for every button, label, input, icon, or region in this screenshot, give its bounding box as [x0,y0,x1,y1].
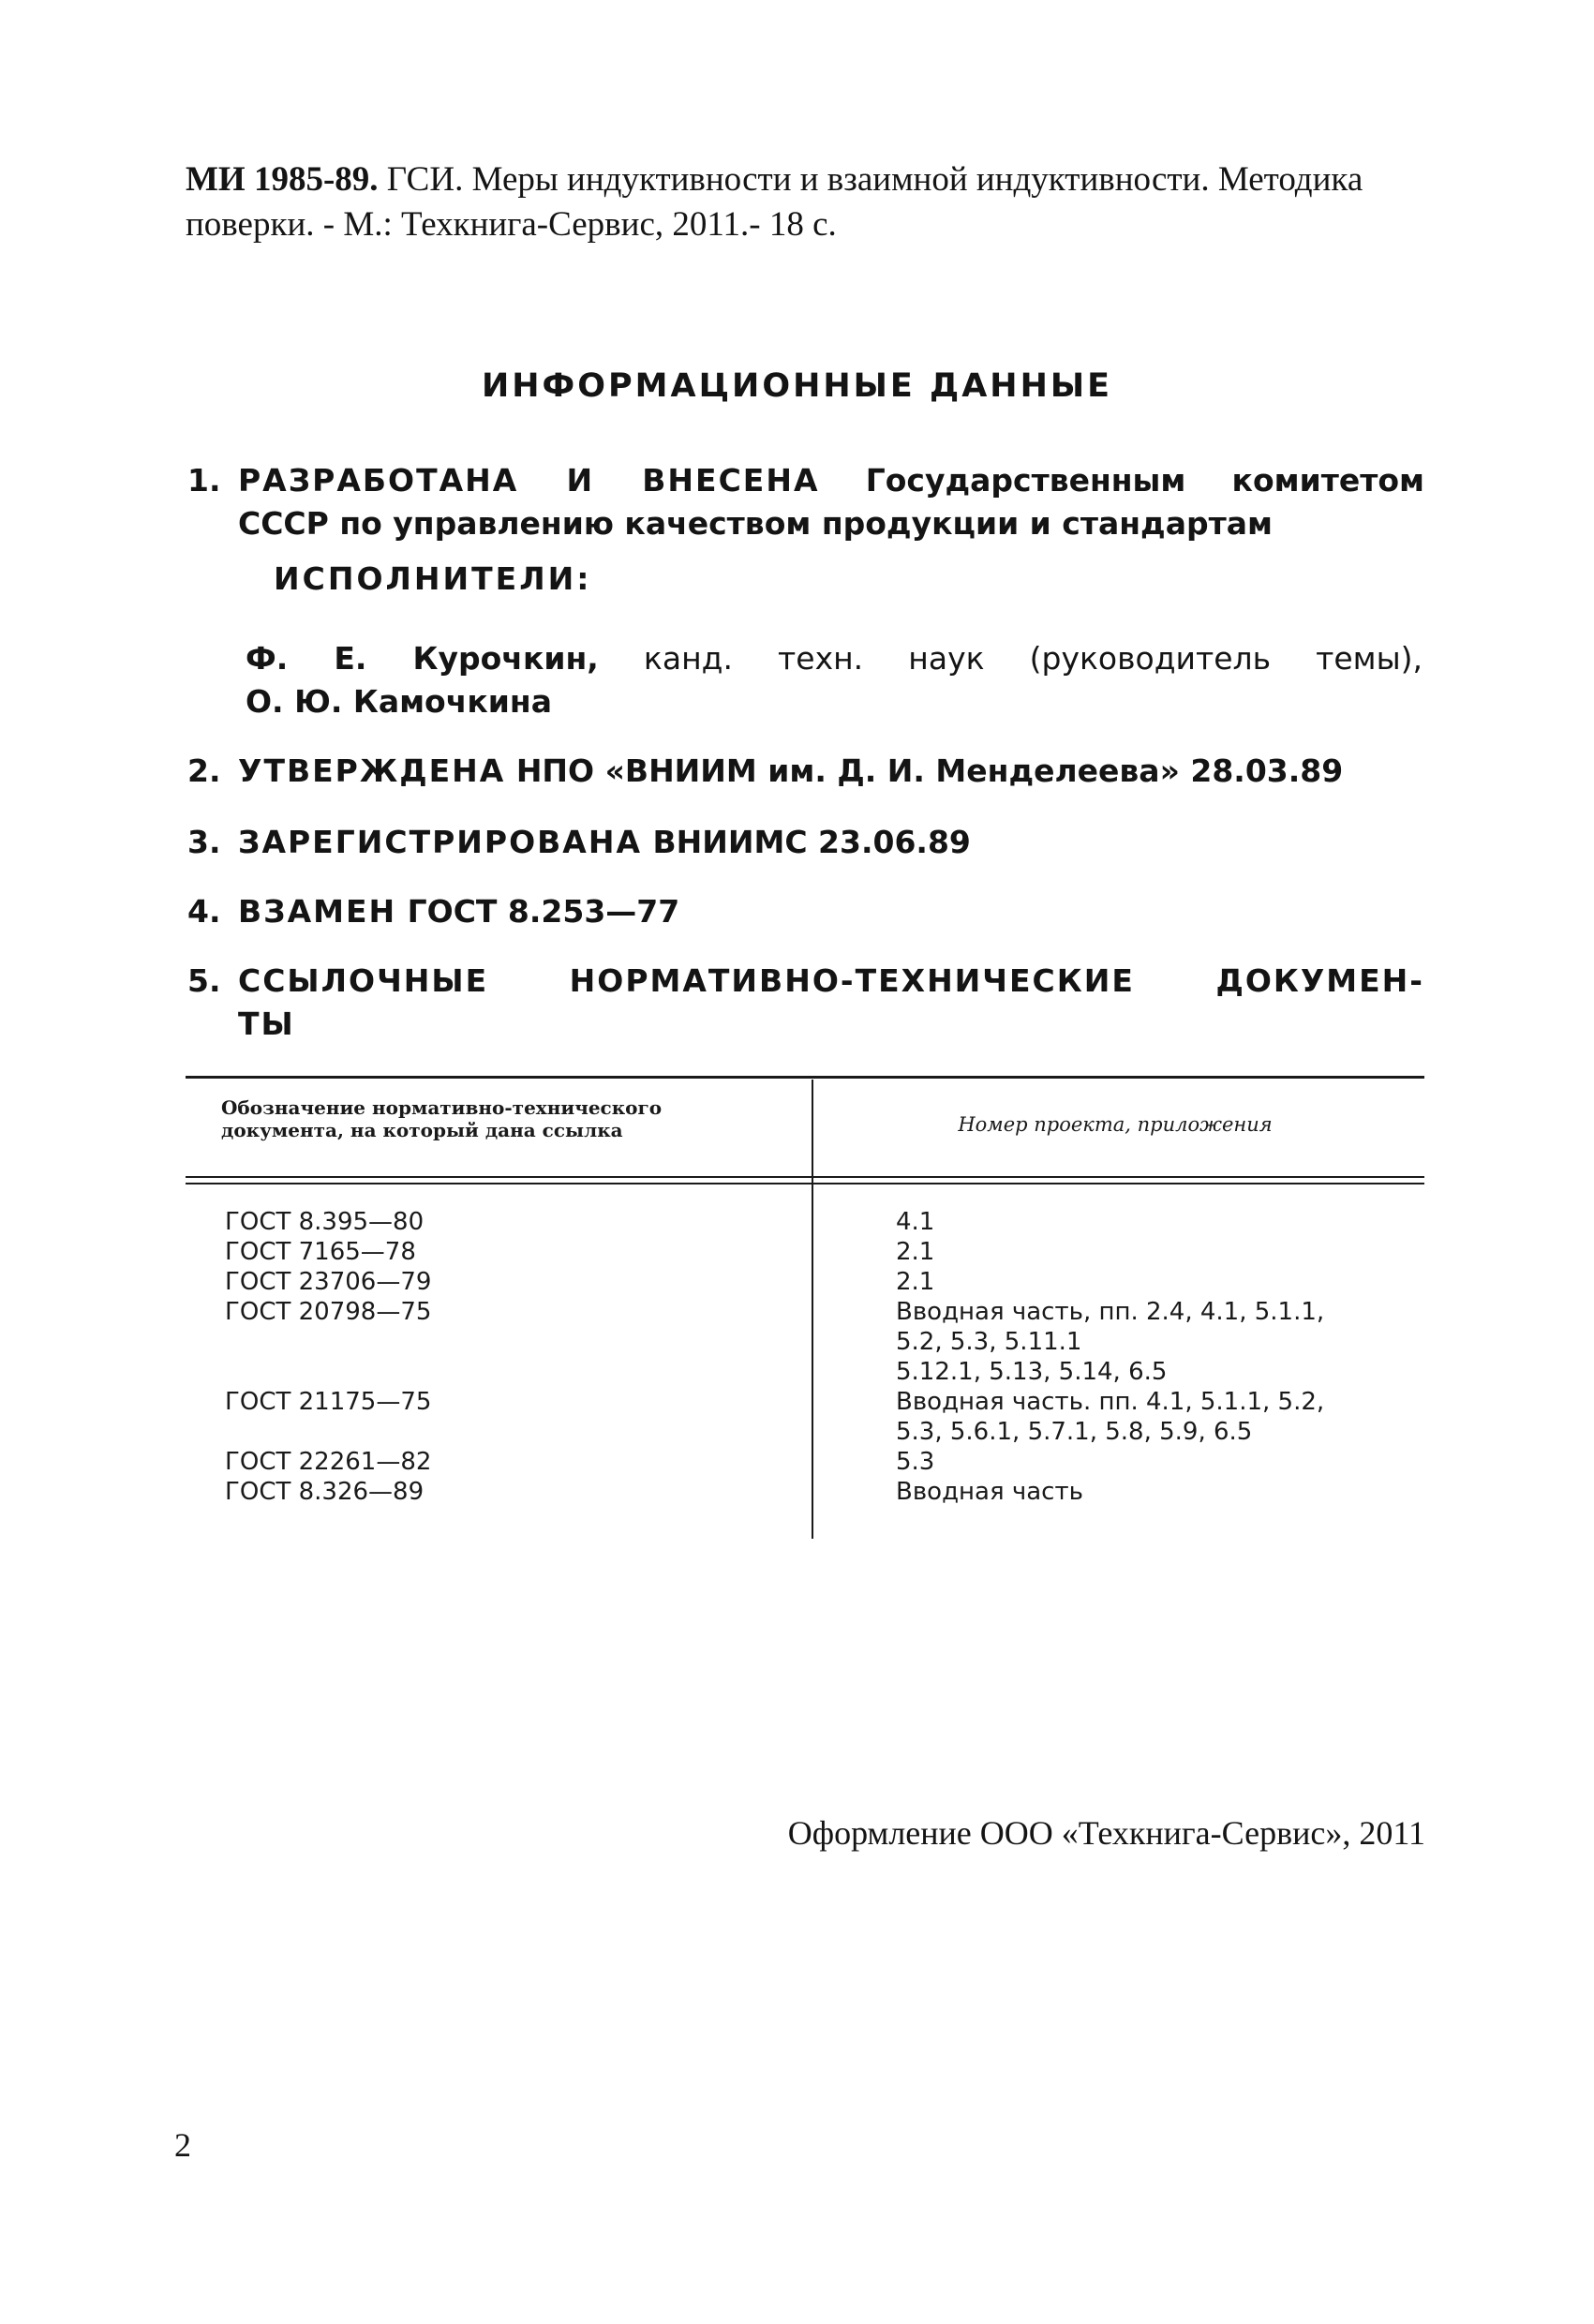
table-header-rule [186,1176,1424,1178]
item-number: 2. [187,752,221,789]
table-cell-document: ГОСТ 20798—75 [225,1298,432,1326]
author-role: канд. техн. наук (руководитель темы), [598,640,1423,677]
item-line: ССЫЛОЧНЫЕ НОРМАТИВНО-ТЕХНИЧЕСКИЕ ДОКУМЕН- [238,962,1424,999]
table-cell-reference: Вводная часть [896,1478,1083,1506]
table-cell-document [225,1327,787,1357]
item-caps: УТВЕРЖДЕНА [238,752,506,789]
item-text: НПО «ВНИИМ им. Д. И. Менделеева» 28.03.89 [505,752,1344,789]
item-number: 5. [187,962,221,999]
table-cell-document: ГОСТ 8.326—89 [225,1478,425,1506]
table-cell-document: ГОСТ 21175—75 [225,1388,432,1416]
author-name: О. Ю. Камочкина [246,683,552,720]
table-header-reference: Номер проекта, приложения [958,1113,1273,1136]
item-text: ГОСТ 8.253—77 [396,893,680,930]
item-caps: ВЗАМЕН [238,893,397,930]
footer-publisher: Оформление ООО «Техкнига-Сервис», 2011 [787,1814,1425,1852]
table-cell-document [225,1417,787,1447]
citation-text: ГСИ. Меры индуктивности и взаимной индуктивности. Методика поверки. - М.: Техкнига-Сервис, 2011.- 18 с. [186,160,1363,244]
item-number: 4. [187,893,221,930]
table-header-document: Обозначение нормативно-технического документа, на который дана ссылка [221,1096,663,1141]
author-name: Ф. Е. Курочкин, [246,640,599,677]
table-cell-reference: 5.2, 5.3, 5.11.1 [896,1328,1082,1356]
item-number: 1. [187,462,221,499]
citation [186,157,1441,247]
page-title: ИНФОРМАЦИОННЫЕ ДАННЫЕ [481,367,1113,405]
executors-label: ИСПОЛНИТЕЛИ: [274,560,592,597]
author-line [246,637,1423,680]
citation-code: МИ 1985-89. [186,160,379,199]
table-cell-document: ГОСТ 8.395—80 [225,1208,425,1236]
table-cell-reference: 2.1 [896,1268,935,1296]
table-cell-reference: 5.3, 5.6.1, 5.7.1, 5.8, 5.9, 6.5 [896,1418,1253,1446]
table-cell-document: ГОСТ 22261—82 [225,1448,432,1476]
item-text: Государственным комитетом [819,462,1424,499]
table-cell-reference: Вводная часть, пп. 2.4, 4.1, 5.1.1, [896,1298,1325,1326]
item-caps: РАЗРАБОТАНА И ВНЕСЕНА [238,462,820,499]
table-column-documents [225,1207,787,1507]
table-header-rule [186,1183,1424,1184]
item-caps: ЗАРЕГИСТРИРОВАНА [238,824,642,860]
table-column-references [896,1207,1421,1507]
table-top-rule [186,1076,1424,1079]
authors [246,637,1423,723]
table-cell-reference: 2.1 [896,1238,935,1266]
item-text: ВНИИМС 23.06.89 [641,824,971,860]
item-line [238,459,1424,502]
table-cell-reference: 5.3 [896,1448,935,1476]
item-line: ТЫ [238,1006,295,1042]
table-cell-document: ГОСТ 7165—78 [225,1238,416,1266]
table-cell-reference: 5.12.1, 5.13, 5.14, 6.5 [896,1358,1168,1386]
item-line: СССР по управлению качеством продукции и стандартам [238,505,1273,542]
item-number: 3. [187,824,221,860]
table-cell-document: ГОСТ 23706—79 [225,1268,432,1296]
table-column-divider [812,1080,813,1539]
table-cell-document [225,1357,787,1387]
table-cell-reference: 4.1 [896,1208,935,1236]
table-cell-reference: Вводная часть. пп. 4.1, 5.1.1, 5.2, [896,1388,1325,1416]
page-number: 2 [174,2126,191,2164]
